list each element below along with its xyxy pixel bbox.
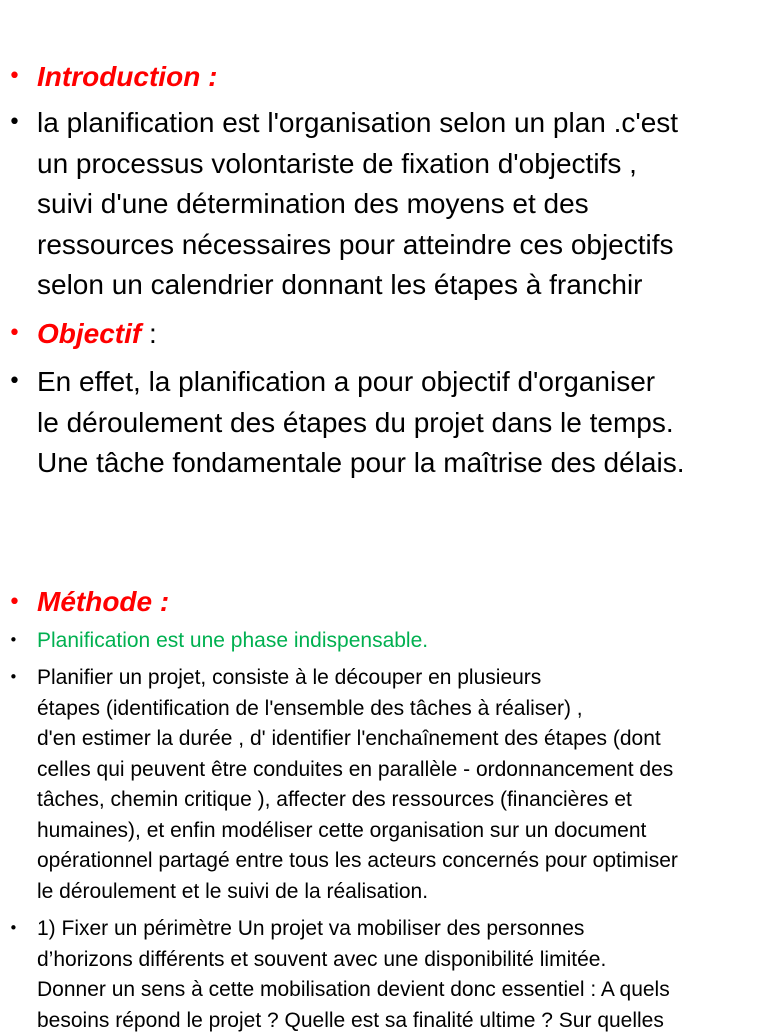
bullet-icon: • bbox=[9, 668, 18, 686]
objectif-heading-line bbox=[37, 314, 764, 355]
objectif-heading: Objectif bbox=[37, 318, 142, 349]
bullet-icon: • bbox=[8, 64, 21, 89]
bullet-icon: • bbox=[9, 631, 18, 649]
bullet-icon: • bbox=[8, 110, 21, 135]
objectif-body: En effet, la planification a pour objectif d'organiser le déroulement des étapes du projet dans le temps. Une tâche fondamentale pour la maîtrise des délais. bbox=[37, 366, 685, 478]
introduction-heading: Introduction : bbox=[37, 61, 218, 92]
methode-item: Planifier un projet, consiste à le découper en plusieurs étapes (identification de l'ensemble des tâches à réaliser) , d'en estimer la durée , d' identifier l'enchaînement des étapes (dont celles qui peuvent être conduites en parallèle - ordonnancement des tâches, chemin critique ), affecter des ressources (financières et humaines), et enfin modéliser cette organisation sur un document opérationnel partagé entre tous les acteurs concernés pour optimiser le déroulement et le suivi de la réalisation. bbox=[37, 666, 678, 903]
bullet-icon: • bbox=[9, 919, 18, 937]
objectif-heading-suffix: : bbox=[141, 318, 157, 349]
bullet-icon: • bbox=[8, 369, 21, 394]
bullet-icon: • bbox=[8, 590, 21, 615]
bullet-icon: • bbox=[8, 321, 21, 346]
methode-heading: Méthode : bbox=[37, 586, 170, 617]
methode-item: 1) Fixer un périmètre Un projet va mobiliser des personnes d’horizons différents et souvent avec une disponibilité limitée. Donner un sens à cette mobilisation devient donc essentiel : A quels besoins répond le projet ? Quelle est sa finalité ultime ? Sur quelles bbox=[37, 917, 670, 1032]
methode-item: Planification est une phase indispensable. bbox=[37, 629, 429, 652]
introduction-body: la planification est l'organisation selon un plan .c'est un processus volontariste de fixation d'objectifs , suivi d'une détermination des moyens et des ressources nécessaires pour atteindre ces objectifs selon un calendrier donnant les étapes à franchir bbox=[37, 107, 679, 300]
